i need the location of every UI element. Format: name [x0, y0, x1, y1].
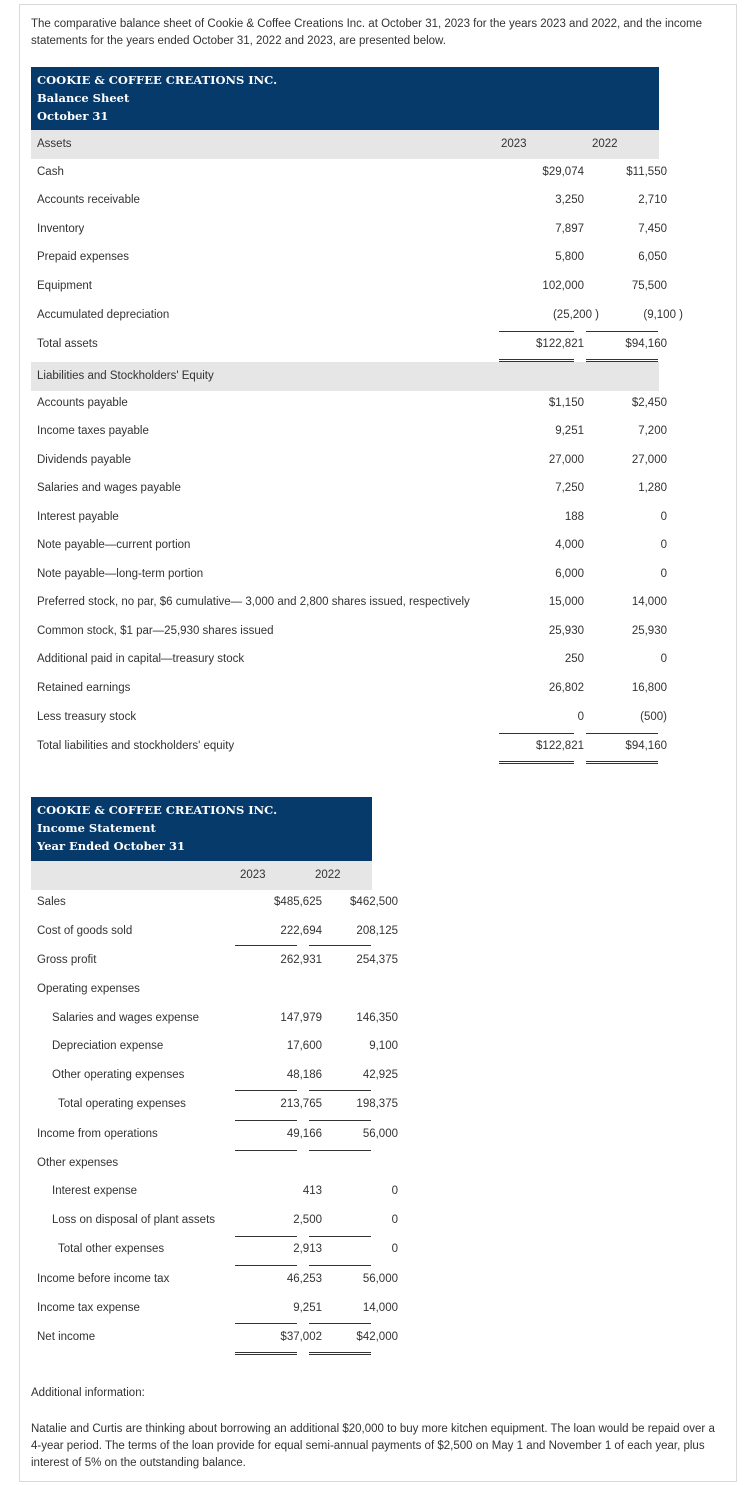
is-value-2023: 2,913	[293, 1243, 322, 1255]
is-label: Loss on disposal of plant assets	[52, 1214, 216, 1226]
liability-label: Income taxes payable	[37, 425, 149, 437]
liability-value-2023: 188	[564, 511, 584, 523]
double-underline	[586, 761, 658, 764]
underline	[586, 331, 658, 332]
liability-value-2022: 27,000	[631, 454, 667, 466]
is-row-income-tax	[31, 1299, 398, 1319]
is-value-2022: $462,500	[350, 896, 398, 908]
liabilities-label: Liabilities and Stockholders' Equity	[37, 370, 214, 382]
is-row-interest	[31, 1182, 398, 1202]
liability-row	[31, 508, 667, 528]
is-value-2022: $42,000	[356, 1331, 398, 1343]
liability-label: Interest payable	[37, 511, 119, 523]
is-value-2022: 208,125	[356, 925, 398, 937]
is-label: Sales	[37, 896, 66, 908]
additional-info-text: Natalie and Curtis are thinking about borrowing an additional $20,000 to buy more kitchen equipment. The loan would be repaid over a 4-year period. The terms of the loan provide for equal semi-annual payments of $2,500 on May 1 and November 1 of each year, plus interest of 5% on the outstanding balance.	[31, 1423, 715, 1469]
liability-value-2023: 9,251	[555, 425, 584, 437]
underline	[309, 1150, 371, 1151]
asset-value-2022: 75,500	[631, 280, 667, 292]
income-statement-header	[31, 797, 372, 861]
asset-value-2022: $11,550	[626, 166, 667, 178]
asset-label: Accumulated depreciation	[37, 309, 170, 321]
liability-value-2023: 25,930	[548, 625, 584, 637]
liability-value-2022: 0	[660, 568, 667, 580]
is-label: Net income	[37, 1331, 96, 1343]
liability-row	[31, 422, 667, 442]
asset-label: Inventory	[37, 223, 85, 235]
is-value-2022: 14,000	[362, 1302, 398, 1314]
is-label: Total other expenses	[58, 1243, 165, 1255]
is-row-depreciation	[31, 1037, 398, 1057]
balance-sheet-header	[31, 67, 659, 130]
asset-row-inventory	[31, 220, 667, 240]
is-value-2022: 254,375	[356, 954, 398, 966]
is-value-2023: 48,186	[286, 1069, 322, 1081]
underline	[309, 1323, 371, 1324]
intro-paragraph: The comparative balance sheet of Cookie & Coffee Creations Inc. at October 31, 2023 for the years 2023 and 2022, and the income statements for the years ended October 31, 2022 and 2023, are presented below.	[31, 18, 703, 47]
asset-value-2023: $29,074	[542, 166, 584, 178]
is-row-salaries	[31, 1009, 398, 1029]
liability-label: Note payable—long-term portion	[37, 568, 204, 580]
asset-value-2022: 6,050	[638, 251, 667, 263]
is-label: Other operating expenses	[52, 1069, 185, 1081]
is-value-2022: 9,100	[369, 1040, 398, 1052]
liability-row	[31, 536, 667, 556]
assets-subheader	[31, 130, 659, 159]
underline	[309, 1090, 371, 1091]
is-label: Gross profit	[37, 954, 97, 966]
underline	[235, 1265, 297, 1266]
liability-value-2022: 0	[660, 653, 667, 665]
is-value-2022: 56,000	[362, 1273, 398, 1285]
liability-value-2022: 0	[660, 511, 667, 523]
asset-value-2023: (25,200 )	[552, 309, 599, 321]
year-2023-header: 2023	[501, 138, 527, 150]
underline	[235, 1120, 297, 1121]
is-label: Salaries and wages expense	[52, 1012, 200, 1024]
liability-row	[31, 593, 667, 613]
underline	[309, 945, 371, 946]
liability-label: Note payable—current portion	[37, 539, 191, 551]
underline	[235, 945, 297, 946]
double-underline	[309, 1352, 371, 1355]
is-row-other-expenses	[31, 1154, 372, 1174]
liability-value-2022: $2,450	[631, 397, 667, 409]
balance-sheet-date: October 31	[37, 109, 109, 123]
liability-value-2022: (500)	[640, 711, 667, 723]
is-label: Interest expense	[52, 1185, 138, 1197]
is-row-operating-expenses	[31, 980, 372, 1000]
liability-value-2023: 15,000	[548, 596, 584, 608]
liability-label: Preferred stock, no par, $6 cumulative— 3,000 and 2,800 shares issued, respectively	[37, 596, 470, 608]
asset-value-2023: 3,250	[555, 194, 584, 206]
asset-value-2022: $94,160	[625, 338, 667, 350]
income-statement-title: Income Statement	[37, 821, 156, 835]
is-value-2022: 198,375	[356, 1098, 398, 1110]
is-value-2023: 222,694	[280, 925, 322, 937]
asset-value-2022: (9,100 )	[643, 309, 683, 321]
asset-value-2022: 7,450	[638, 223, 667, 235]
liability-label: Total liabilities and stockholders' equity	[37, 740, 235, 752]
is-value-2023: 46,253	[286, 1273, 322, 1285]
is-row-total-other	[31, 1240, 398, 1260]
liability-value-2023: 6,000	[555, 568, 584, 580]
underline	[235, 1090, 297, 1091]
is-label: Operating expenses	[37, 983, 140, 995]
assets-label: Assets	[37, 138, 72, 150]
is-value-2022: 56,000	[362, 1128, 398, 1140]
liability-value-2023: $122,821	[536, 740, 584, 752]
is-row-net-income	[31, 1328, 398, 1348]
is-value-2023: $37,002	[280, 1331, 322, 1343]
is-label: Total operating expenses	[58, 1098, 186, 1110]
underline	[235, 1323, 297, 1324]
liability-label: Less treasury stock	[37, 711, 137, 723]
is-value-2023: 213,765	[280, 1098, 322, 1110]
is-value-2023: 2,500	[293, 1214, 322, 1226]
liability-label: Salaries and wages payable	[37, 482, 181, 494]
liability-value-2023: 0	[577, 711, 584, 723]
is-label: Depreciation expense	[52, 1040, 164, 1052]
is-row-sales	[31, 893, 398, 913]
asset-label: Cash	[37, 166, 64, 178]
is-value-2023: 147,979	[280, 1012, 322, 1024]
is-label: Income before income tax	[37, 1273, 170, 1285]
liability-value-2022: 0	[660, 539, 667, 551]
underline	[309, 1236, 371, 1237]
asset-row-equipment	[31, 277, 667, 297]
is-row-loss-disposal	[31, 1211, 398, 1231]
liability-label: Retained earnings	[37, 682, 131, 694]
liability-value-2023: 7,250	[555, 482, 584, 494]
is-value-2023: 17,600	[286, 1040, 322, 1052]
is-row-income-operations	[31, 1125, 398, 1145]
asset-label: Accounts receivable	[37, 194, 140, 206]
liability-label: Dividends payable	[37, 454, 131, 466]
liability-value-2022: 16,800	[631, 682, 667, 694]
asset-label: Total assets	[37, 338, 98, 350]
additional-info-title: Additional information:	[31, 1387, 145, 1399]
is-row-cogs	[31, 922, 398, 942]
liability-row	[31, 394, 667, 414]
is-value-2023: 9,251	[293, 1302, 322, 1314]
liability-value-2022: 25,930	[631, 625, 667, 637]
is-label: Other expenses	[37, 1157, 119, 1169]
is-row-other-operating	[31, 1066, 398, 1086]
liability-value-2022: 14,000	[631, 596, 667, 608]
is-year-2022-header: 2022	[315, 869, 341, 881]
asset-row-accum-depreciation	[31, 306, 683, 326]
income-statement-period: Year Ended October 31	[37, 839, 185, 853]
is-label: Income tax expense	[37, 1302, 140, 1314]
asset-label: Prepaid expenses	[37, 251, 130, 263]
income-statement-subheader	[31, 861, 372, 890]
liability-row	[31, 622, 667, 642]
liability-row	[31, 679, 667, 699]
is-row-income-before-tax	[31, 1270, 398, 1290]
underline	[586, 733, 658, 734]
liability-value-2023: 27,000	[548, 454, 584, 466]
asset-row-total	[31, 335, 667, 355]
double-underline	[499, 761, 574, 764]
is-row-total-operating	[31, 1095, 398, 1115]
is-year-2023-header: 2023	[240, 869, 266, 881]
is-value-2022: 42,925	[362, 1069, 398, 1081]
is-value-2022: 146,350	[356, 1012, 398, 1024]
asset-label: Equipment	[37, 280, 92, 292]
asset-value-2022: 2,710	[638, 194, 667, 206]
is-value-2023: 413	[302, 1185, 322, 1197]
is-value-2023: 49,166	[286, 1128, 322, 1140]
underline	[499, 733, 574, 734]
liability-row	[31, 565, 667, 585]
liability-value-2023: $1,150	[548, 397, 584, 409]
is-value-2023: 262,931	[280, 954, 322, 966]
asset-value-2023: 102,000	[542, 280, 584, 292]
is-value-2022: 0	[391, 1185, 398, 1197]
asset-row-cash	[31, 163, 667, 183]
year-2022-header: 2022	[592, 138, 618, 150]
underline	[235, 1236, 297, 1237]
liabilities-subheader	[31, 362, 659, 391]
liability-row	[31, 479, 667, 499]
is-value-2022: 0	[391, 1243, 398, 1255]
liability-label: Accounts payable	[37, 397, 128, 409]
is-row-gross-profit	[31, 951, 398, 971]
liability-value-2022: 1,280	[638, 482, 667, 494]
liability-row	[31, 451, 667, 471]
is-label: Income from operations	[37, 1128, 158, 1140]
liability-label: Common stock, $1 par—25,930 shares issued	[37, 625, 274, 637]
double-underline	[235, 1352, 297, 1355]
is-value-2023: $485,625	[274, 896, 322, 908]
liability-value-2023: 250	[564, 653, 584, 665]
underline	[499, 331, 574, 332]
liability-value-2023: 4,000	[555, 539, 584, 551]
liability-value-2023: 26,802	[548, 682, 584, 694]
asset-value-2023: 5,800	[555, 251, 584, 263]
asset-row-receivable	[31, 191, 667, 211]
underline	[235, 1150, 297, 1151]
liability-label: Additional paid in capital—treasury stock	[37, 653, 245, 665]
asset-value-2023: $122,821	[536, 338, 584, 350]
asset-row-prepaid	[31, 248, 667, 268]
income-statement-company: COOKIE & COFFEE CREATIONS INC.	[37, 803, 278, 817]
liability-value-2022: $94,160	[625, 740, 667, 752]
balance-sheet-company: COOKIE & COFFEE CREATIONS INC.	[37, 73, 278, 87]
is-label: Cost of goods sold	[37, 925, 133, 937]
liability-row-total	[31, 737, 667, 757]
liability-row	[31, 650, 667, 670]
asset-value-2023: 7,897	[555, 223, 584, 235]
is-value-2022: 0	[391, 1214, 398, 1226]
balance-sheet-title: Balance Sheet	[37, 91, 130, 105]
underline	[309, 1120, 371, 1121]
underline	[309, 1265, 371, 1266]
liability-row	[31, 708, 667, 728]
liability-value-2022: 7,200	[638, 425, 667, 437]
